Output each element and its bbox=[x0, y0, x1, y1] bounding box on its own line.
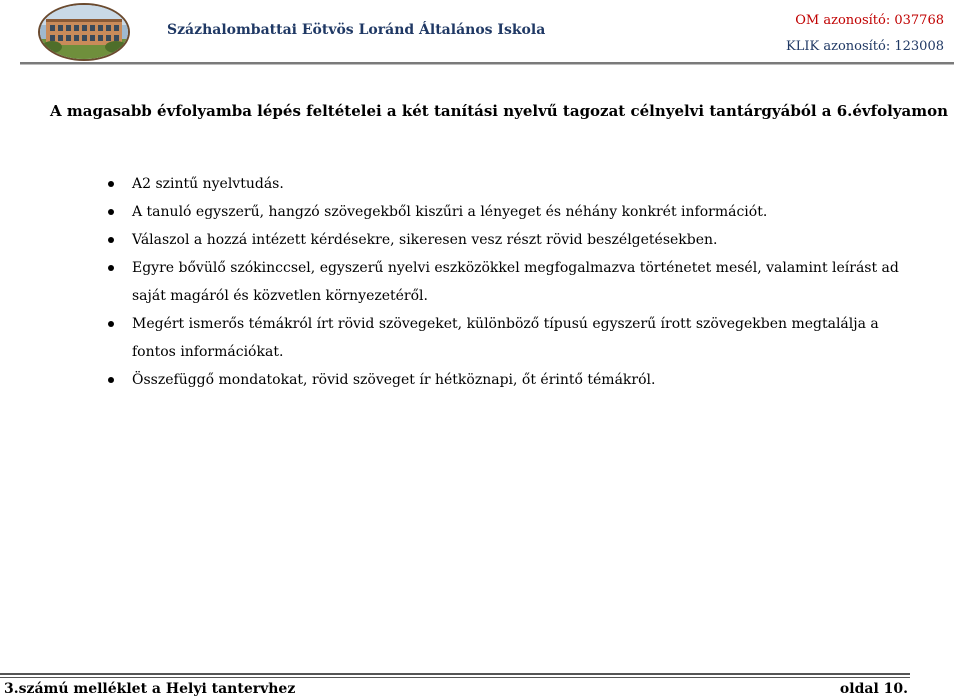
list-item bbox=[132, 254, 912, 310]
school-name: Százhalombattai Eötvös Loránd Általános Iskola bbox=[167, 22, 546, 38]
page-number: oldal 10. bbox=[839, 681, 908, 697]
list-item-text: Összefüggő mondatokat, rövid szöveget ír hétköznapi, őt érintő témákról. bbox=[132, 372, 656, 388]
list-item-text: Válaszol a hozzá intézett kérdésekre, sikeresen vesz részt rövid beszélgetésekben. bbox=[132, 232, 718, 248]
bullet-icon bbox=[108, 265, 114, 271]
list-item-text: A2 szintű nyelvtudás. bbox=[132, 176, 284, 192]
list-item-text: Egyre bővülő szókinccsel, egyszerű nyelvi eszközökkel megfogalmazva történetet mesél, valamint leírást ad saját magáról és közvetlen környezetéről. bbox=[132, 260, 899, 304]
institution-ids bbox=[786, 8, 944, 60]
document-title: A magasabb évfolyamba lépés feltételei a két tanítási nyelvű tagozat célnyelvi tantárgyából a 6.évfolyamon bbox=[50, 102, 948, 120]
requirements-list bbox=[132, 170, 912, 394]
list-item bbox=[132, 198, 912, 226]
list-item bbox=[132, 310, 912, 366]
list-item bbox=[132, 366, 912, 394]
list-item bbox=[132, 170, 912, 198]
header-divider bbox=[20, 62, 954, 65]
klik-id: KLIK azonosító: 123008 bbox=[786, 39, 944, 54]
list-item-text: A tanuló egyszerű, hangzó szövegekből kiszűri a lényeget és néhány konkrét információt. bbox=[132, 204, 768, 220]
footer-document-reference: 3.számú melléklet a Helyi tantervhez bbox=[4, 681, 296, 697]
list-item-text: Megért ismerős témákról írt rövid szövegeket, különböző típusú egyszerű írott szövegekben megtalálja a fontos információkat. bbox=[132, 316, 879, 360]
bullet-icon bbox=[108, 181, 114, 187]
school-building-icon bbox=[40, 5, 128, 59]
page-header bbox=[0, 0, 960, 66]
school-logo bbox=[38, 3, 130, 61]
footer-divider bbox=[0, 673, 910, 678]
om-id: OM azonosító: 037768 bbox=[795, 13, 944, 28]
list-item bbox=[132, 226, 912, 254]
bullet-icon bbox=[108, 237, 114, 243]
bullet-icon bbox=[108, 377, 114, 383]
bullet-icon bbox=[108, 321, 114, 327]
bullet-icon bbox=[108, 209, 114, 215]
